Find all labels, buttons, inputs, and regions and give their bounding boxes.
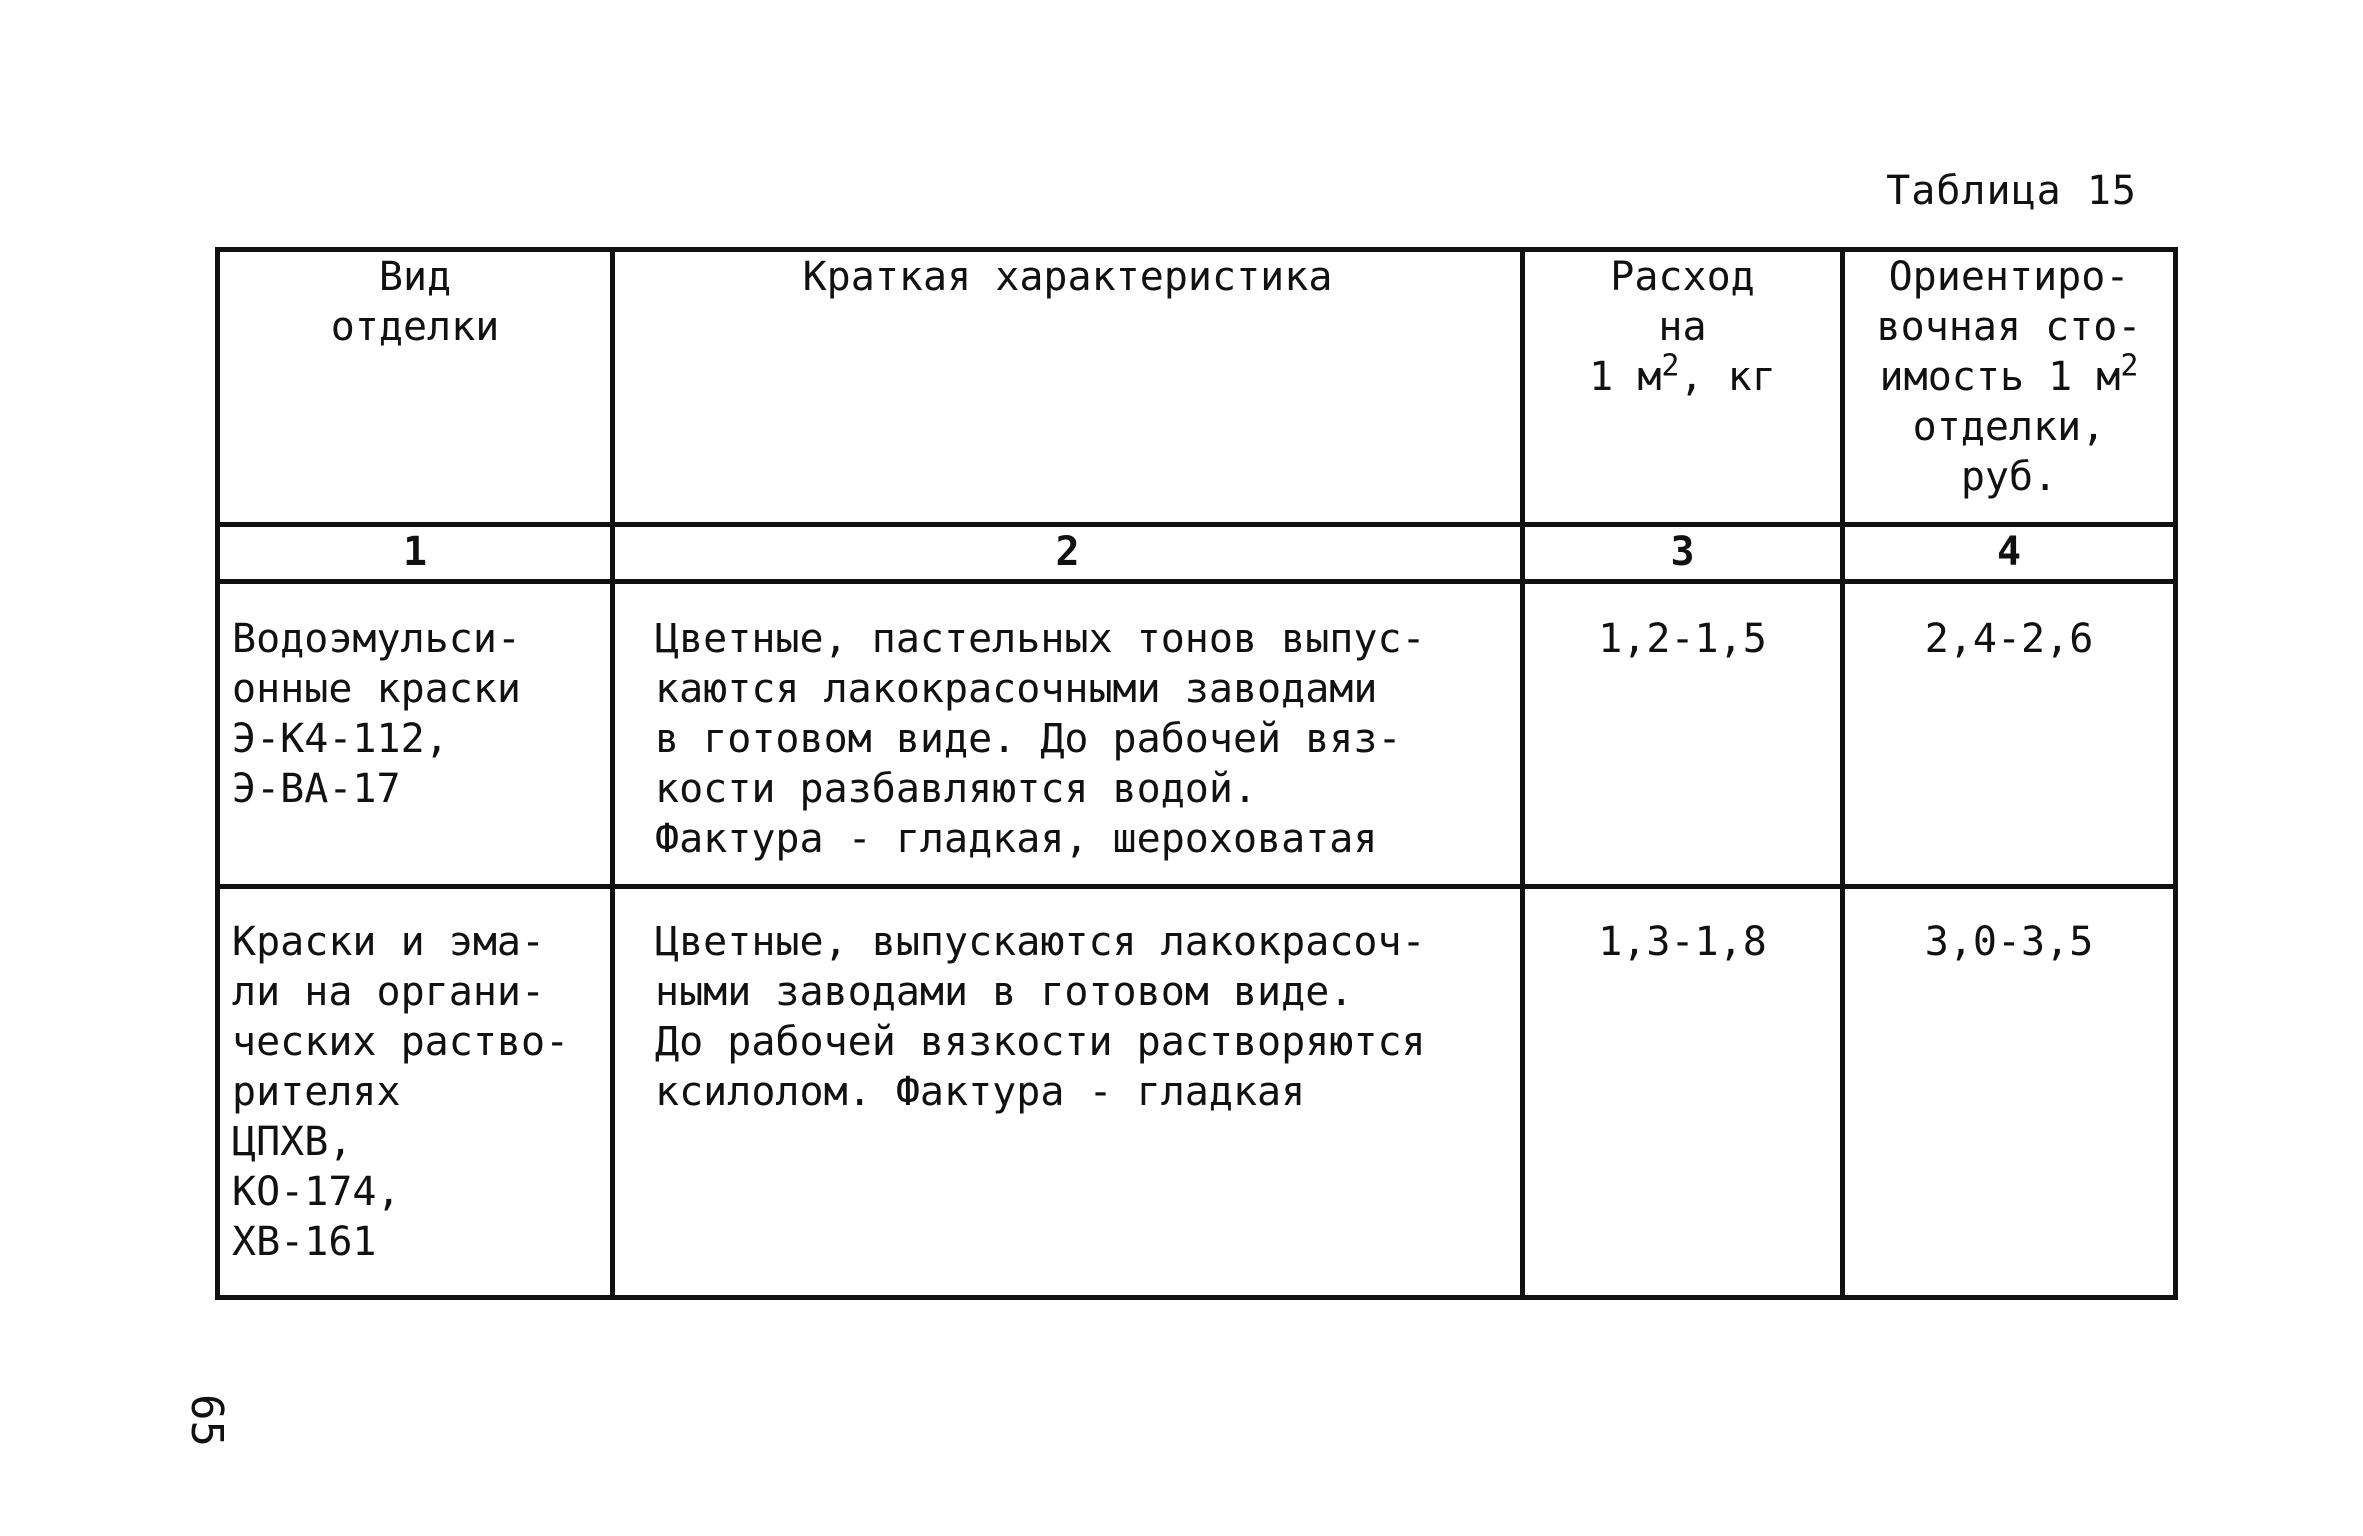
cost-cell: 2,4-2,6 (1843, 582, 2176, 887)
header-cost: Ориентиро- вочная сто- имость 1 $м^2$ отделки, руб. (1843, 250, 2176, 525)
finishing-table (215, 247, 2178, 1300)
description-cell: Цветные, выпускаются лакокрасоч- ными заводами в готовом виде. До рабочей вязкости растворяются ксилолом. Фактура - гладкая (613, 887, 1523, 1298)
column-number: 3 (1523, 525, 1843, 582)
finish-type-cell: Краски и эма- ли на органи- ческих раство- рителях ЦПХВ, КО-174, ХВ-161 (218, 887, 613, 1298)
page-number: 65 (180, 1394, 232, 1447)
header-finish-type: Вид отделки (218, 250, 613, 525)
column-number: 4 (1843, 525, 2176, 582)
header-row (218, 250, 2176, 525)
header-consumption: Расход на 1 $м^2$, кг (1523, 250, 1843, 525)
consumption-cell: 1,2-1,5 (1523, 582, 1843, 887)
column-number: 1 (218, 525, 613, 582)
header-description: Краткая характеристика (613, 250, 1523, 525)
description-cell: Цветные, пастельных тонов выпус- каются лакокрасочными заводами в готовом виде. До рабочей вяз- кости разбавляются водой. Фактура - гладкая, шероховатая (613, 582, 1523, 887)
column-number: 2 (613, 525, 1523, 582)
cost-cell: 3,0-3,5 (1843, 887, 2176, 1298)
table-label: Таблица 15 (1886, 168, 2137, 214)
table-row (218, 887, 2176, 1298)
column-number-row (218, 525, 2176, 582)
consumption-cell: 1,3-1,8 (1523, 887, 1843, 1298)
table-row (218, 582, 2176, 887)
finish-type-cell: Водоэмульси- онные краски Э-К4-112, Э-ВА-17 (218, 582, 613, 887)
